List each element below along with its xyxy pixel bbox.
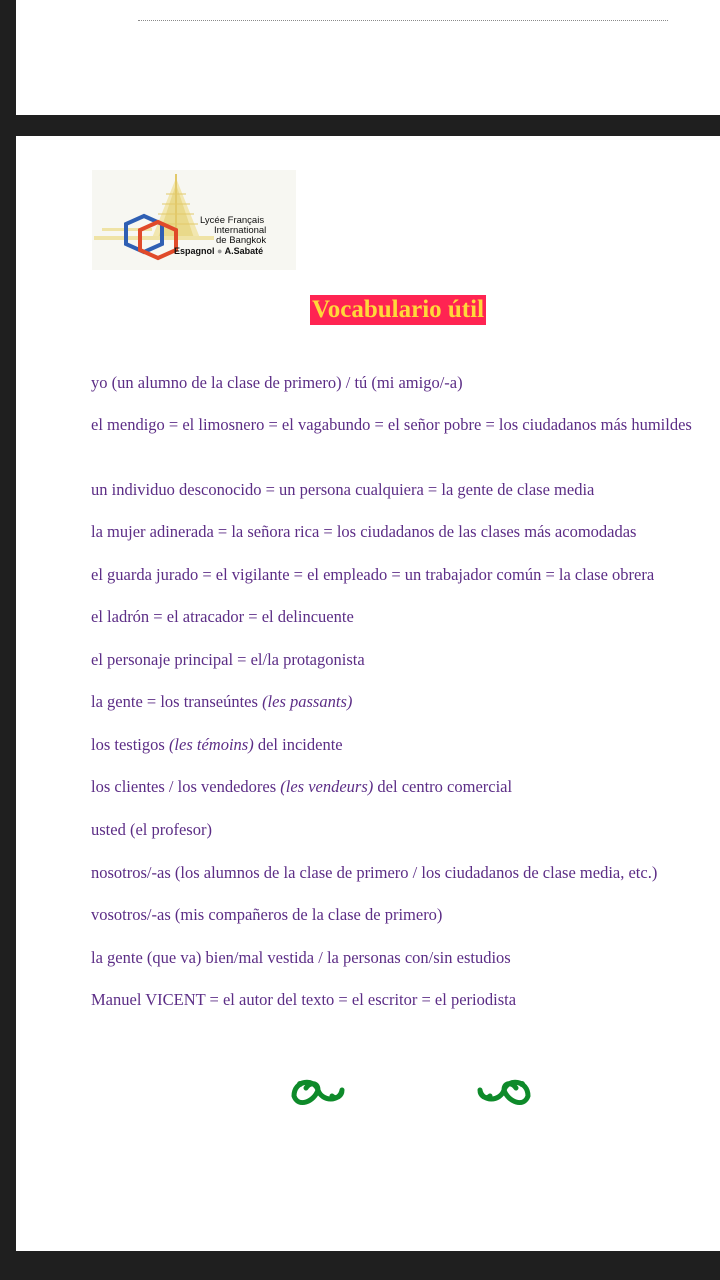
vocab-line-12: nosotros/-as (los alumnos de la clase de primero / los ciudadanos de clase media, etc.) [91, 863, 658, 882]
document-page [16, 136, 720, 1251]
vocab-line-3: un individuo desconocido = un persona cualquiera = la gente de clase media [91, 480, 595, 499]
vocab-text: los clientes / los vendedores [91, 777, 281, 796]
logo-text-line-1: Lycée Français [200, 215, 265, 226]
french-translation: (les passants) [262, 692, 353, 711]
vocab-line-8 [91, 691, 720, 712]
logo-text-line-3: de Bangkok [216, 235, 267, 246]
vocab-text: del incidente [253, 735, 343, 754]
vocab-line-14: la gente (que va) bien/mal vestida / la personas con/sin estudios [91, 948, 511, 967]
vocab-line-5: el guarda jurado = el vigilante = el empleado = un trabajador común = la clase obrera [91, 565, 655, 584]
vocab-text: del centro comercial [373, 777, 513, 796]
french-translation: (les témoins) [168, 735, 254, 754]
school-logo [92, 170, 296, 270]
left-flourish-icon [288, 1074, 348, 1110]
logo-teacher: A.Sabaté [224, 246, 264, 256]
right-flourish-icon [474, 1074, 534, 1110]
vocab-line-9 [91, 734, 720, 755]
logo-text-line-2: International [214, 225, 267, 236]
french-translation: (les vendeurs) [280, 777, 374, 796]
vocab-line-13: vosotros/-as (mis compañeros de la clase de primero) [91, 905, 443, 924]
vocab-line-2: el mendigo = el limosnero = el vagabundo = el señor pobre = los ciudadanos más humildes [91, 415, 692, 434]
previous-page [16, 0, 720, 115]
page-title: Vocabulario útil [312, 296, 485, 323]
logo-subject: Espagnol [174, 246, 215, 256]
vocab-text: la gente = los transeúntes [91, 692, 263, 711]
vocab-line-11: usted (el profesor) [91, 820, 212, 839]
vocab-line-15: Manuel VICENT = el autor del texto = el escritor = el periodista [91, 990, 517, 1009]
logo-text-line-4: Espagnol ● A.Sabaté [174, 246, 264, 256]
vocab-line-10 [91, 776, 720, 797]
vocab-line-7: el personaje principal = el/la protagonista [91, 650, 365, 669]
vocab-line-4: la mujer adinerada = la señora rica = los ciudadanos de las clases más acomodadas [91, 522, 637, 541]
vocab-line-1: yo (un alumno de la clase de primero) / tú (mi amigo/-a) [91, 373, 463, 392]
vocab-line-6: el ladrón = el atracador = el delincuente [91, 607, 354, 626]
dotted-line [138, 10, 668, 21]
vocab-text: los testigos [91, 735, 169, 754]
